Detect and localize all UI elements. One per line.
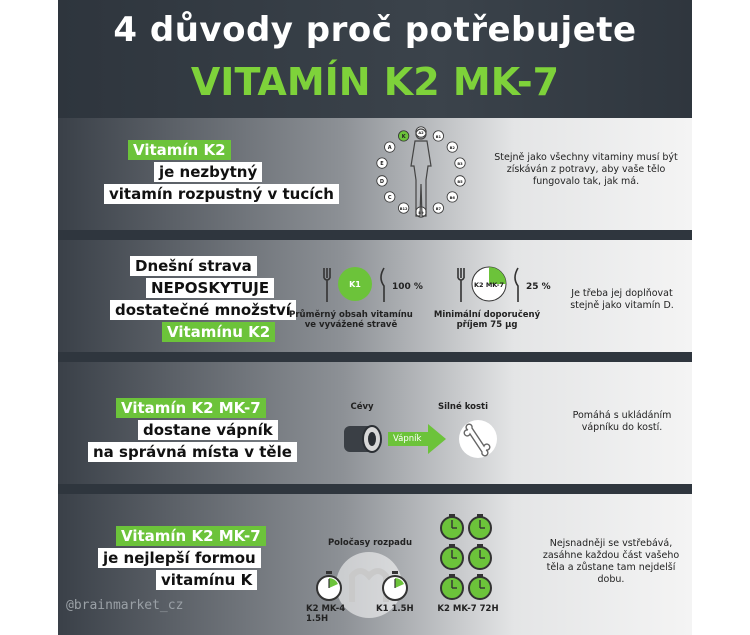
divider-2 bbox=[58, 352, 692, 362]
stopwatch-mk7-icon bbox=[469, 574, 491, 599]
section2-line-2: NEPOSKYTUJE bbox=[146, 278, 274, 298]
vitamin-badge-label: C bbox=[387, 194, 392, 201]
vitamin-badge-label: B5 bbox=[457, 179, 463, 184]
section4-white-label-2: vitamínu K bbox=[156, 570, 257, 590]
vitamin-badge-label: B12 bbox=[399, 207, 408, 212]
plate-mk7-percent: 25 % bbox=[526, 282, 551, 292]
section2-line-1: Dnešní strava bbox=[130, 256, 257, 276]
stopwatch-mk7-icon bbox=[441, 574, 463, 599]
mk7-label: K2 MK-7 bbox=[437, 604, 477, 614]
bones-label: Silné kosti bbox=[437, 402, 489, 412]
stopwatch-mk7-icon bbox=[469, 544, 491, 569]
plate-k1-icon bbox=[320, 264, 390, 304]
mk4-halflife bbox=[306, 604, 366, 624]
vessels-label: Cévy bbox=[350, 402, 374, 412]
plate-mk7-caption: Minimální doporučený příjem 75 µg bbox=[433, 310, 541, 330]
vitamin-badge-label: B9 bbox=[418, 211, 424, 215]
k1-label: K1 bbox=[376, 604, 389, 614]
vitamin-badge-label: B2 bbox=[449, 146, 455, 151]
stopwatch-k1-icon bbox=[380, 570, 410, 602]
section3-labels bbox=[58, 396, 308, 464]
blood-vessel-icon bbox=[344, 426, 381, 452]
vitamin-badge-label: A bbox=[387, 145, 392, 152]
vitamin-badge-label: E bbox=[380, 161, 384, 168]
halflife-title: Poločasy rozpadu bbox=[327, 538, 413, 548]
stopwatch-mk7-icon bbox=[441, 544, 463, 569]
mk4-label: K2 MK-4 bbox=[306, 604, 346, 614]
section-best-form bbox=[58, 494, 692, 635]
plate-mk7-icon bbox=[454, 264, 524, 304]
title-line-1: 4 důvody proč potřebujete bbox=[113, 10, 637, 50]
section3-green-label: Vitamín K2 MK-7 bbox=[116, 398, 266, 418]
section1-description: Stejně jako všechny vitaminy musí být získáván z potravy, aby vaše tělo fungovalo tak, jak má. bbox=[494, 152, 678, 187]
bone-icon-circle bbox=[459, 420, 497, 458]
vitamin-badge-label: B6 bbox=[449, 195, 455, 200]
section-fat-soluble bbox=[58, 118, 692, 230]
vitamin-badge-label: K bbox=[401, 133, 406, 140]
section2-description: Je třeba jej doplňovat stejně jako vitamín D. bbox=[570, 288, 674, 311]
section-calcium bbox=[58, 362, 692, 484]
plate-k1-percent: 100 % bbox=[392, 282, 423, 292]
vitamin-badge-label: B3 bbox=[457, 162, 463, 167]
calcium-arrow-label: Vápník bbox=[393, 434, 422, 444]
section4-description: Nejsnadněji se vstřebává, zasáhne každou část vašeho těla a zůstane tam nejdelší dobu. bbox=[542, 538, 680, 585]
stopwatch-mk7-grid bbox=[438, 512, 494, 604]
divider-1 bbox=[58, 230, 692, 240]
section3-description: Pomáhá s ukládáním vápníku do kostí. bbox=[572, 410, 672, 433]
section1-white-label-1: je nezbytný bbox=[154, 162, 262, 182]
stopwatch-mk7-icon bbox=[469, 514, 491, 539]
section-diet bbox=[58, 240, 692, 352]
section4-green-label: Vitamín K2 MK-7 bbox=[116, 526, 266, 546]
mk7-value: 72H bbox=[479, 604, 499, 614]
section3-white-label-2: na správná místa v těle bbox=[88, 442, 297, 462]
section4-white-label-1: je nejlepší formou bbox=[98, 548, 261, 568]
plate-k1-caption: Průměrný obsah vitamínu ve vyvážené stravě bbox=[289, 310, 413, 330]
stopwatch-mk7-icon bbox=[441, 514, 463, 539]
section1-white-label-2: vitamín rozpustný v tucích bbox=[104, 184, 339, 204]
vitamin-badge-label: B7 bbox=[435, 207, 441, 212]
section4-labels bbox=[58, 524, 308, 592]
k1-halflife bbox=[376, 604, 426, 614]
vitamin-badge-label: B1 bbox=[435, 134, 441, 139]
mk7-halflife bbox=[428, 604, 508, 614]
k1-value: 1.5H bbox=[391, 604, 414, 614]
infographic bbox=[58, 0, 692, 635]
section2-green-label: Vitamínu K2 bbox=[162, 322, 275, 342]
mk4-value: 1.5H bbox=[306, 614, 329, 624]
section1-green-label: Vitamín K2 bbox=[128, 140, 231, 160]
vitamin-badge-label: A2 bbox=[418, 131, 424, 135]
human-silhouette-icon bbox=[411, 129, 431, 216]
title-line-2: VITAMÍN K2 MK-7 bbox=[190, 60, 560, 104]
plate-k1-label: K1 bbox=[349, 280, 361, 289]
divider-3 bbox=[58, 484, 692, 494]
vitamin-body-diagram bbox=[376, 120, 466, 226]
stopwatch-mk4-icon bbox=[314, 570, 344, 602]
plate-mk7-label: K2 MK-7 bbox=[474, 281, 504, 289]
section2-labels bbox=[58, 254, 308, 344]
section2-line-3: dostatečné množství bbox=[110, 300, 296, 320]
watermark: @brainmarket_cz bbox=[66, 598, 184, 613]
header bbox=[58, 0, 692, 118]
vitamin-badge-label: D bbox=[379, 178, 385, 185]
section1-labels bbox=[58, 138, 334, 206]
section3-white-label-1: dostane vápník bbox=[138, 420, 278, 440]
